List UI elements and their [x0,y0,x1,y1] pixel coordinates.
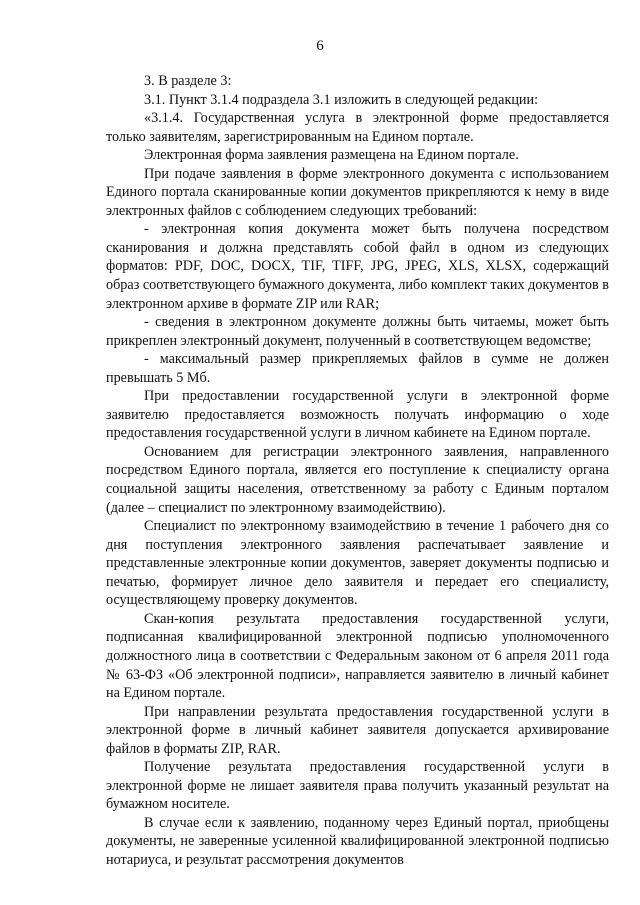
paragraph-specialist-duties: Специалист по электронному взаимодействию в течение 1 рабочего дня со дня поступления электронного заявления распечатывает заявление и представленные электронные копии документов, заверяет документы подписью и печатью, формирует личное дело заявителя и передает его специалисту, осуществляющему проверку документов. [106,518,609,609]
paragraph-archiving: При направлении результата предоставления государственной услуги в электронной форме в личный кабинет заявителя допускается архивирование файлов в форматы ZIP, RAR. [106,703,609,757]
paragraph-unsigned-documents: В случае если к заявлению, поданному через Единый портал, приобщены документы, не заверенные усиленной квалифицированной электронной подписью нотариуса, и результат рассмотрения документов [106,814,609,868]
page-number: 6 [316,38,324,54]
paragraph-item-3-1: 3.1. Пункт 3.1.4 подраздела 3.1 изложить в следующей редакции: [144,91,539,108]
paragraph-submission-requirements: При подаче заявления в форме электронного документа с использованием Единого портала сканированные копии документов прикрепляются к нему в виде электронных файлов с соблюдением следующих требований: [106,165,609,219]
paragraph-requirement-size: - максимальный размер прикрепляемых файлов в сумме не должен превышать 5 Мб. [106,351,609,386]
paragraph-registration-basis: Основанием для регистрации электронного заявления, направленного посредством Единого портала, является его поступление к специалисту органа социальной защиты населения, ответственному за работу с Единым порталом (далее – специалист по электронному взаимодействию). [106,443,609,516]
paragraph-requirement-formats: - электронная копия документа может быть получена посредством сканирования и должна представлять собой файл в одном из следующих форматов: PDF, DOC, DOCX, TIF, TIFF, JPG, JPEG, XLS, XLSX, содержащий образ соответствующего бумажного документа, либо комплект таких документов в электронном архиве в формате ZIP или RAR; [106,221,609,312]
paragraph-scan-copy-result: Скан-копия результата предоставления государственной услуги, подписанная квалифицированной электронной подписью уполномоченного должностного лица в соответствии с Федеральным законом от 6 апреля 2011 года № 63-ФЗ «Об электронной подписи», направляется заявителю в личный кабинет на Едином портале. [106,610,609,702]
paragraph-status-info: При предоставлении государственной услуги в электронной форме заявителю предоставляется возможность получать информацию о ходе предоставления государственной услуги в личном кабинете на Едином портале. [106,388,609,442]
paragraph-paper-result: Получение результата предоставления государственной услуги в электронной форме не лишает заявителя права получить указанный результат на бумажном носителе. [106,759,609,813]
paragraph-item-3-1-4: «3.1.4. Государственная услуга в электронной форме предоставляется только заявителям, зарегистрированным на Едином портале. [106,110,609,145]
paragraph-requirement-readable: - сведения в электронном документе должны быть читаемы, может быть прикреплен электронный документ, полученный в соответствующем ведомстве; [106,314,609,349]
document-body [106,72,609,870]
paragraph-section-3: 3. В разделе 3: [144,73,232,89]
paragraph-electronic-form: Электронная форма заявления размещена на Едином портале. [144,147,519,164]
